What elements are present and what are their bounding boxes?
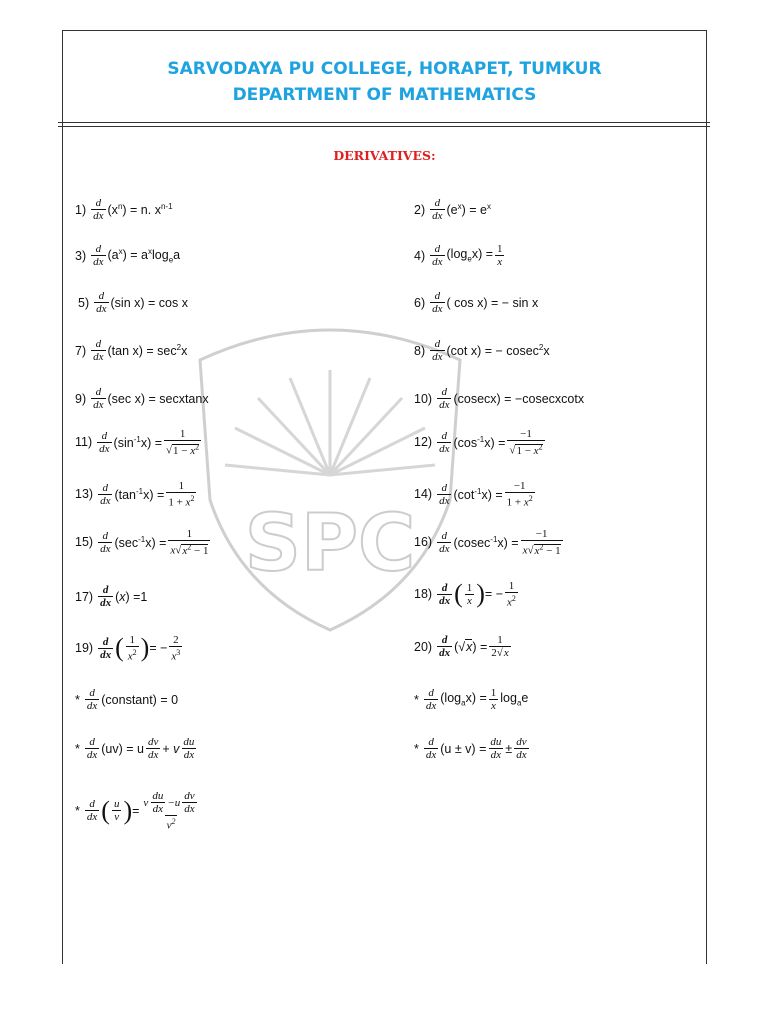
college-header — [62, 56, 707, 108]
formula-12: 12) d dx $(\cos^{-1}x)$ = $\frac{-1}{√1 - x^2}$ — [414, 428, 543, 457]
formula-8: 8) d dx (cot x) = − cosec$^2$x — [414, 338, 550, 363]
formula-7: 7) d dx (tan $x) = \sec^2x$ — [75, 338, 188, 363]
formula-15: 15) d dx $(\sec^{-1}x)$ = $\frac{1}{x√x^2 - 1}$ — [75, 528, 209, 557]
college-name: SARVODAYA PU COLLEGE, HORAPET, TUMKUR — [167, 59, 602, 79]
formula-17: 17) d dx (x) =1 — [75, 584, 148, 609]
frame-left-border — [62, 30, 63, 964]
formula-19: 19) d dx ( 1 $x^2$ ) = − $\frac{2}{x^3}$ — [75, 633, 181, 663]
department-name: DEPARTMENT OF MATHEMATICS — [232, 85, 537, 105]
formula-18: 18) d dx ( 1 x ) = − $\frac{1}{x^2}$ — [414, 579, 516, 609]
formula-quotient-rule: * d dx ( u v ) = v du dx − u dv dx $v^2$ — [75, 790, 195, 832]
formula-2: 2) d dx $(e^x) = e^x$ — [414, 197, 492, 222]
formula-11: 11) d dx $(\sin^{-1}x)$ = $\frac{1}{√1 - x^2}$ — [75, 428, 200, 457]
header-rule — [58, 122, 710, 123]
watermark-text: SPC — [244, 499, 416, 589]
formula-3: 3) d dx $(a^x) = a^x\log_ea$ — [75, 243, 181, 268]
frame-right-border — [706, 30, 707, 964]
page-title: DERIVATIVES: — [333, 148, 436, 163]
formula-13: 13) d dx $(\tan^{-1}x)$ = $\frac{1}{1 + x^2}$ — [75, 480, 195, 509]
frame-top-border — [62, 30, 707, 31]
formula-9: 9) d dx (sec x) = secxtanx — [75, 386, 209, 411]
formula-6: 6) d dx ( cos x) = − sin x — [414, 290, 539, 315]
formula-14: 14) d dx $(\cot^{-1}x)$ = $\frac{-1}{1 + x^2}$ — [414, 480, 533, 509]
formula-1: 1) d dx $(x^n) = n$. $x^{n-1}$ — [75, 197, 173, 222]
formula-16: 16) d dx (cosec$^{-1}$x) = $\frac{-1}{x√x^2 - 1}$ — [414, 528, 561, 557]
header-rule-double — [58, 126, 710, 127]
formula-constant: * d dx (constant) = 0 — [75, 687, 179, 712]
formula-5: 5) d dx (sin x) = cos x — [78, 290, 188, 315]
formula-sum-rule: * d dx (u ± v) = $\frac{du}{dx}$ ± $\frac{dv}{dx}$ — [414, 736, 527, 761]
formula-20: 20) d dx (√x) = $\frac{1}{2√x}$ — [414, 634, 509, 659]
formula-product-rule: * d dx (uv) = u dv dx + v du dx — [75, 736, 195, 761]
formula-4: 4) d dx $(\log_ex)$ = $\frac{1}{x}$ — [414, 243, 503, 268]
formula-log-a: * d dx $(\log_ax)$ = $\frac{1}{x}$ $\log_ae$ — [414, 687, 529, 712]
formula-10: 10) d dx (cosecx) = −cosecxcotx — [414, 386, 585, 411]
